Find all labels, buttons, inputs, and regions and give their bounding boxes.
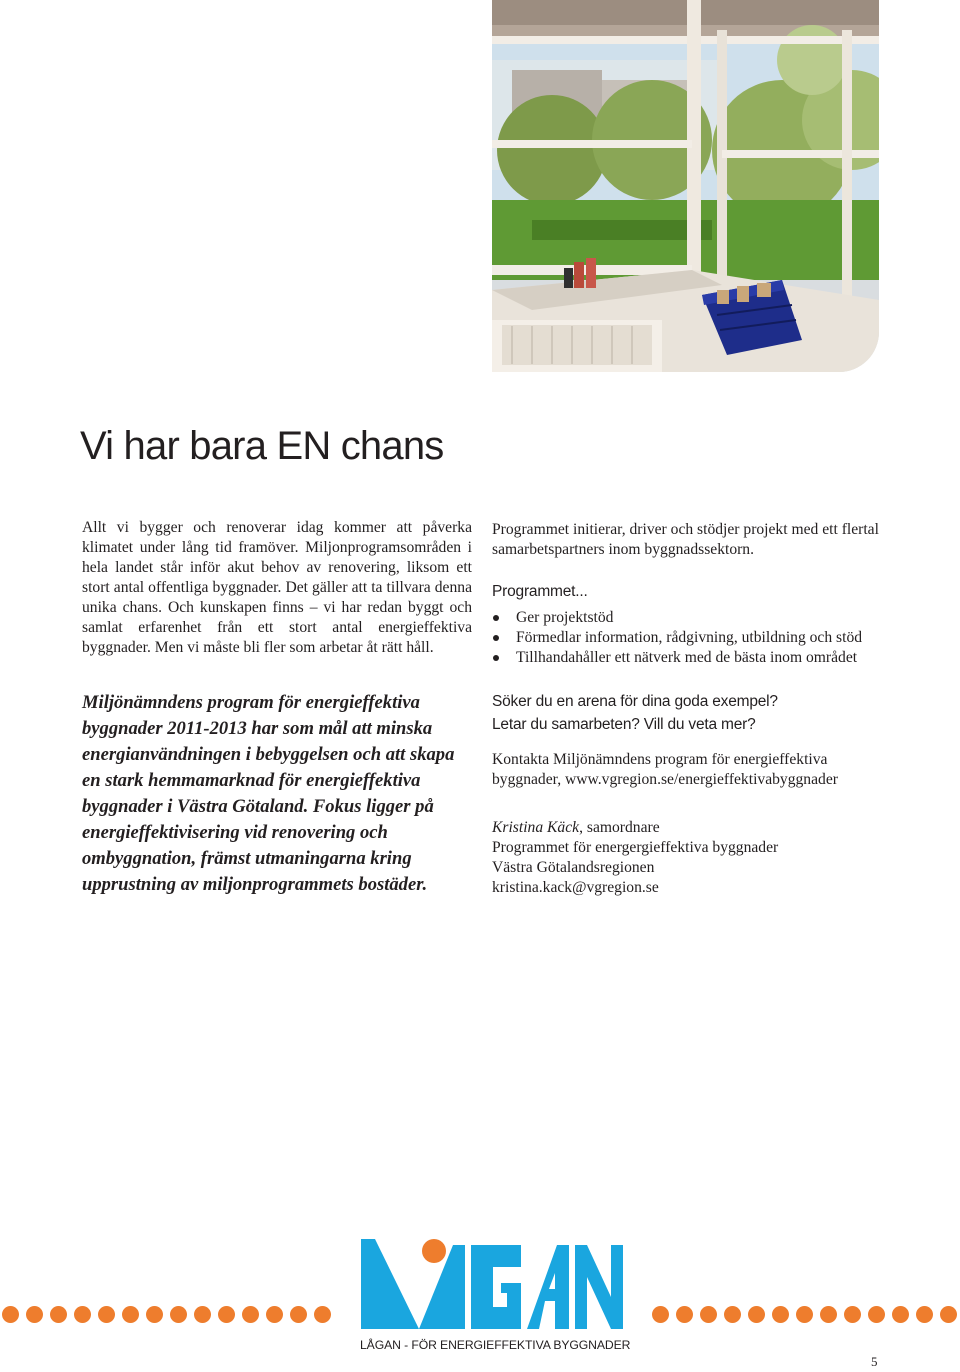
dot-icon <box>50 1306 67 1323</box>
lead-paragraph: Miljönämndens program för energieffektiva byggnader 2011-2013 har som mål att minska energianvändningen i bebyggelsen och att skapa en stark hemmamarknad för energieffektiva byggnader i Västra Götaland. Fokus ligger på energieffektivisering vid renovering och ombyggnation, främst utmaningarna kring upprustning av miljonprogrammets bostäder. <box>82 692 455 895</box>
dot-icon <box>122 1306 139 1323</box>
dot-icon <box>892 1306 909 1323</box>
dot-icon <box>796 1306 813 1323</box>
logo-caption: LÅGAN - FÖR ENERGIEFFEKTIVA BYGGNADER <box>360 1338 631 1352</box>
program-bullet-list <box>492 608 892 668</box>
dot-icon <box>194 1306 211 1323</box>
right-column <box>492 520 892 898</box>
list-item <box>492 648 892 668</box>
dot-icon <box>146 1306 163 1323</box>
dot-icon <box>868 1306 885 1323</box>
page-title: Vi har bara EN chans <box>80 424 444 468</box>
dot-icon <box>916 1306 933 1323</box>
question-arena: Söker du en arena för dina goda exempel? <box>492 693 778 710</box>
dot-icon <box>26 1306 43 1323</box>
dot-icon <box>266 1306 283 1323</box>
list-item-label: Förmedlar information, rådgivning, utbildning och stöd <box>516 629 863 646</box>
bullet-icon <box>493 655 499 661</box>
dot-icon <box>748 1306 765 1323</box>
dot-icon <box>242 1306 259 1323</box>
contact-block <box>492 818 892 898</box>
dot-icon <box>170 1306 187 1323</box>
program-heading: Programmet... <box>492 583 588 600</box>
contact-org: Programmet för energergieffektiva byggnader <box>492 839 779 856</box>
contact-role: , samordnare <box>579 819 660 836</box>
dot-icon <box>772 1306 789 1323</box>
contact-email[interactable]: kristina.kack@vgregion.se <box>492 879 659 896</box>
intro-paragraph: Allt vi bygger och renoverar idag kommer att påverka klimatet under lång tid framöver. Miljonprogramsområden i hela landet står inför akut behov av renovering, liksom ett stort antal offentliga byggnader. Det gäller att ta tillvara denna unika chans. Och kunskapen finns – vi har redan byggt och samlat erfarenhet från ett stort antal energieffektiva byggnader. Men vi måste bli fler som arbetar åt rätt håll. <box>82 519 472 656</box>
dot-icon <box>98 1306 115 1323</box>
window-photo <box>492 0 879 372</box>
list-item <box>492 608 892 628</box>
bullet-icon <box>493 615 499 621</box>
left-column <box>82 518 472 898</box>
dot-icon <box>844 1306 861 1323</box>
contact-region: Västra Götalandsregionen <box>492 859 655 876</box>
contact-name-line <box>492 818 892 838</box>
dot-icon <box>700 1306 717 1323</box>
list-item-label: Ger projektstöd <box>516 609 614 626</box>
question-collaboration: Letar du samarbeten? Vill du veta mer? <box>492 716 756 733</box>
dot-icon <box>652 1306 669 1323</box>
list-item-label: Tillhandahåller ett nätverk med de bästa inom området <box>516 649 858 666</box>
dot-icon <box>724 1306 741 1323</box>
page-number: 5 <box>871 1354 878 1369</box>
bullet-icon <box>493 635 499 641</box>
contact-name: Kristina Käck <box>492 819 580 836</box>
dot-icon <box>820 1306 837 1323</box>
dot-icon <box>940 1306 957 1323</box>
contact-text: Kontakta Miljönämndens program för energieffektiva byggnader, www.vgregion.se/energieffektivabyggnader <box>492 751 838 788</box>
dot-icon <box>218 1306 235 1323</box>
dot-icon <box>676 1306 693 1323</box>
dot-icon <box>290 1306 307 1323</box>
dot-icon <box>74 1306 91 1323</box>
dot-icon <box>314 1306 331 1323</box>
program-intro: Programmet initierar, driver och stödjer projekt med ett flertal samarbetspartners inom byggnadssektorn. <box>492 521 879 558</box>
lagan-logo <box>361 1237 627 1337</box>
list-item <box>492 628 892 648</box>
dot-icon <box>2 1306 19 1323</box>
